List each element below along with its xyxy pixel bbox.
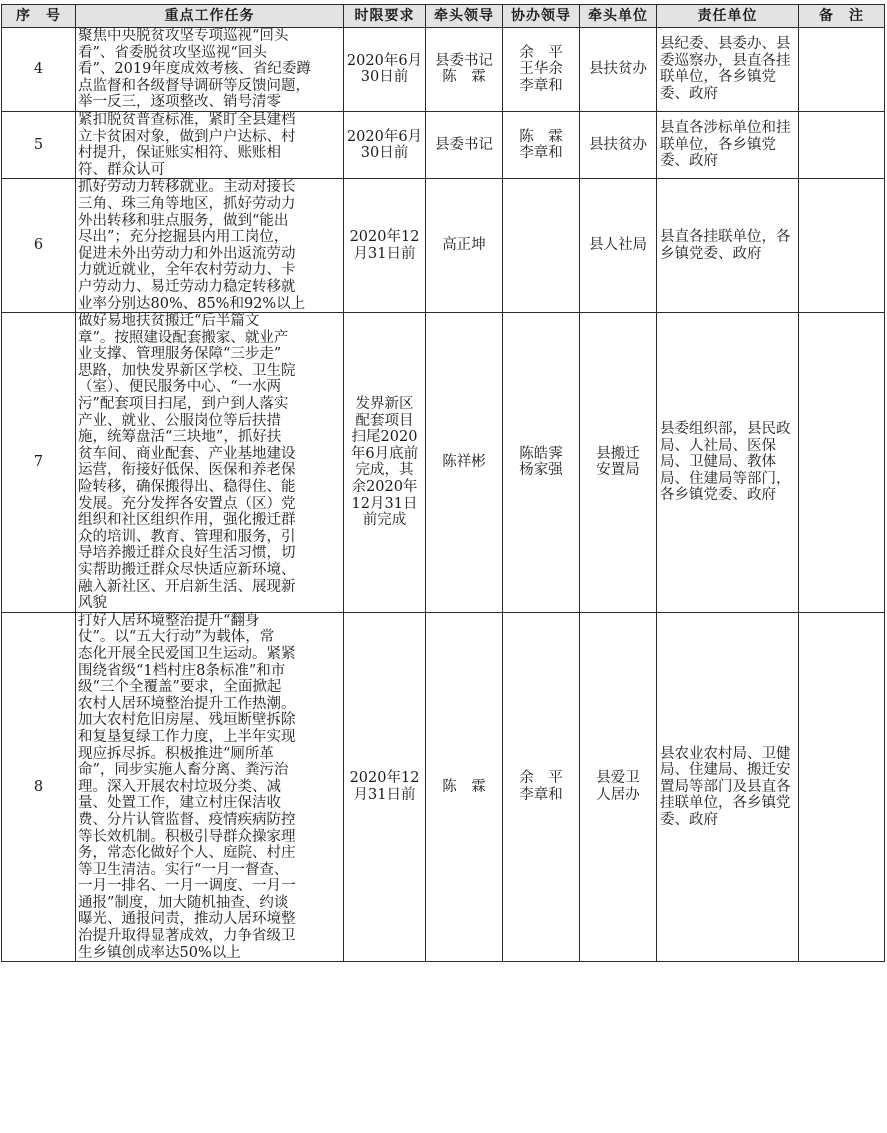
- task-text-line: 围绕省级“1档村庄8条标准”和市: [78, 662, 286, 679]
- header-cell: 牵头领导: [426, 5, 503, 28]
- lead-leader-cell: 县委书记 陈 霖: [426, 28, 503, 112]
- task-text-line: 治提升取得显著成效，力争省级卫: [78, 928, 296, 945]
- table-row: [2, 179, 885, 313]
- row-number-cell: 4: [2, 28, 76, 112]
- task-text-line: 聚焦中央脱贫攻坚专项巡视“回头: [78, 28, 289, 44]
- lead-unit-cell: 县爱卫 人居办: [580, 612, 657, 961]
- lead-leader-cell: 陈祥彬: [426, 313, 503, 613]
- task-text-line: 融入新社区、开启新生活、展现新: [78, 578, 296, 595]
- task-text-line: 紧扣脱贫普查标准，紧盯全县建档: [78, 111, 296, 128]
- lead-unit-cell: 县扶贫办: [580, 111, 657, 178]
- lead-unit-cell: 县人社局: [580, 179, 657, 313]
- task-text-line: 态化开展全民爱国卫生运动。紧紧: [78, 645, 296, 662]
- task-text-line: 抓好劳动力转移就业。主动对接长: [78, 179, 296, 196]
- assist-leader-cell: 陈 霖 李章和: [503, 111, 580, 178]
- task-text-line: 等卫生清洁。实行“一月一督查、: [78, 861, 289, 878]
- task-text-line: 污”配套项目扫尾，到户到人落实: [78, 396, 289, 413]
- task-text-line: 命”，同步实施人畜分离、粪污治: [78, 762, 289, 779]
- task-text-line: 通报”制度，加大随机抽查、约谈: [78, 894, 289, 911]
- task-text-line: 费、分片认管监督、疫情疾病防控: [78, 811, 296, 828]
- task-text-line: 曝光、通报问责，推动人居环境整: [78, 911, 296, 928]
- task-text-line: 发展。充分发挥各安置点（区）党: [78, 495, 296, 512]
- task-text-line: 外出转移和驻点服务，做到“能出: [78, 212, 289, 229]
- task-text-line: 一月一排名、一月一调度、一月一: [78, 878, 296, 895]
- header-cell: 责任单位: [657, 5, 799, 28]
- remark-cell: [799, 179, 885, 313]
- lead-unit-cell: 县搬迁 安置局: [580, 313, 657, 613]
- header-cell: 重点工作任务: [76, 5, 344, 28]
- task-text-line: （室）、便民服务中心、“一水两: [78, 379, 282, 396]
- lead-unit-cell: 县扶贫办: [580, 28, 657, 112]
- header-row: [2, 5, 885, 28]
- lead-leader-cell: 县委书记: [426, 111, 503, 178]
- task-text-line: 务，常态化做好个人、庭院、村庄: [78, 845, 296, 862]
- header-cell: 序 号: [2, 5, 76, 28]
- task-text-line: 众的培训、教育、管理和服务，引: [78, 528, 296, 545]
- task-text-line: 生乡镇创成率达50%以上: [78, 944, 241, 961]
- assist-leader-cell: 陈皓霁 杨家强: [503, 313, 580, 613]
- task-text-line: 仗”。以“五大行动”为载体，常: [78, 629, 275, 646]
- assist-leader-cell: 余 平 李章和: [503, 612, 580, 961]
- task-text-line: 促进未外出劳动力和外出返流劳动: [78, 245, 296, 262]
- task-text-line: 风貌: [78, 595, 107, 612]
- deadline-cell: 2020年6月 30日前: [344, 111, 426, 178]
- row-number-cell: 5: [2, 111, 76, 178]
- remark-cell: [799, 111, 885, 178]
- task-text-line: 立卡贫困对象，做到户户达标、村: [78, 128, 296, 145]
- row-number-cell: 6: [2, 179, 76, 313]
- remark-cell: [799, 28, 885, 112]
- task-text-line: 组织和社区组织作用，强化搬迁群: [78, 512, 296, 529]
- task-text-line: 级“三个全覆盖”要求，全面掀起: [78, 679, 282, 696]
- deadline-cell: 发界新区 配套项目 扫尾2020 年6月底前 完成，其 余2020年 12月31日 前完成: [344, 313, 426, 613]
- header-cell: 备 注: [799, 5, 885, 28]
- task-text-line: 实帮助搬迁群众尽快适应新环境、: [78, 562, 296, 578]
- deadline-cell: 2020年6月 30日前: [344, 28, 426, 112]
- task-text-line: 点监督和各级督导调研等反馈问题，: [78, 77, 310, 94]
- lead-leader-cell: 陈 霖: [426, 612, 503, 961]
- task-cell: [76, 313, 344, 613]
- task-text-line: 贫车间、商业配套、产业基地建设: [78, 445, 296, 462]
- responsible-units-cell: 县农业农村局、卫健局、住建局、搬迁安置局等部门及县直各挂联单位，各乡镇党委、政府: [657, 612, 799, 961]
- row-number-cell: 8: [2, 612, 76, 961]
- header-cell: 协办领导: [503, 5, 580, 28]
- assist-leader-cell: [503, 179, 580, 313]
- task-text-line: 运营，衔接好低保、医保和养老保: [78, 462, 296, 479]
- task-text-line: 农村人居环境整治提升工作热潮。: [78, 695, 296, 712]
- task-cell: [76, 179, 344, 313]
- task-text-line: 符、群众认可: [78, 161, 165, 178]
- task-text-line: 章”。按照建设配套搬家、就业产: [78, 329, 289, 346]
- task-text-line: 举一反三，逐项整改、销号清零: [78, 94, 281, 111]
- task-text-line: 三角、珠三角等地区，抓好劳动力: [78, 195, 296, 212]
- header-cell: 时限要求: [344, 5, 426, 28]
- responsible-units-cell: 县直各挂联单位，各乡镇党委、政府: [657, 179, 799, 313]
- task-text-line: 量、处置工作，建立村庄保洁收: [78, 795, 281, 812]
- task-text-line: 尽出”；充分挖掘县内用工岗位，: [78, 229, 289, 246]
- lead-leader-cell: 高正坤: [426, 179, 503, 313]
- task-text-line: 导培养搬迁群众良好生活习惯，切: [78, 545, 296, 562]
- remark-cell: [799, 313, 885, 613]
- header-cell: 牵头单位: [580, 5, 657, 28]
- task-text-line: 力就近就业，全年农村劳动力、卡: [78, 262, 296, 279]
- table-row: [2, 313, 885, 613]
- table-row: [2, 28, 885, 112]
- table-row: [2, 111, 885, 178]
- task-text-line: 等长效机制。积极引导群众操家理: [78, 828, 296, 845]
- task-text-line: 业率分别达80%、85%和92%以上: [78, 295, 306, 312]
- task-text-line: 加大农村危旧房屋、残垣断壁拆除: [78, 712, 296, 729]
- task-text-line: 和复垦复绿工作力度，上半年实现: [78, 728, 296, 745]
- task-cell: [76, 612, 344, 961]
- deadline-cell: 2020年12 月31日前: [344, 612, 426, 961]
- task-cell: [76, 111, 344, 178]
- responsible-units-cell: 县直各涉标单位和挂联单位，各乡镇党委、政府: [657, 111, 799, 178]
- task-text-line: 业支撑、管理服务保障“三步走”: [78, 346, 282, 363]
- task-cell: [76, 28, 344, 112]
- task-table: [1, 4, 885, 962]
- task-text-line: 现应拆尽拆。积极推进“厕所革: [78, 745, 274, 762]
- task-text-line: 看”、2019年度成效考核、省纪委蹲: [78, 61, 311, 78]
- task-text-line: 打好人居环境整治提升“翻身: [78, 612, 260, 629]
- table-row: [2, 612, 885, 961]
- responsible-units-cell: 县纪委、县委办、县委巡察办，县直各挂联单位，各乡镇党委、政府: [657, 28, 799, 112]
- task-text-line: 险转移，确保搬得出、稳得住、能: [78, 479, 296, 496]
- row-number-cell: 7: [2, 313, 76, 613]
- task-text-line: 产业、就业、公服岗位等后扶措: [78, 412, 281, 429]
- task-text-line: 施，统筹盘活“三块地”，抓好扶: [78, 429, 282, 446]
- task-text-line: 理。深入开展农村垃圾分类、减: [78, 778, 281, 795]
- assist-leader-cell: 余 平 王华余 李章和: [503, 28, 580, 112]
- task-text-line: 村提升，保证账实相符、账账相: [78, 145, 281, 162]
- task-text-line: 思路，加快发界新区学校、卫生院: [78, 362, 296, 379]
- task-text-line: 做好易地扶贫搬迁“后半篇文: [78, 313, 260, 330]
- task-text-line: 看”、省委脱贫攻坚巡视“回头: [78, 44, 267, 61]
- remark-cell: [799, 612, 885, 961]
- deadline-cell: 2020年12 月31日前: [344, 179, 426, 313]
- responsible-units-cell: 县委组织部，县民政局、人社局、医保局、卫健局、教体局、住建局等部门，各乡镇党委、政府: [657, 313, 799, 613]
- task-text-line: 户劳动力、易迁劳动力稳定转移就: [78, 278, 296, 295]
